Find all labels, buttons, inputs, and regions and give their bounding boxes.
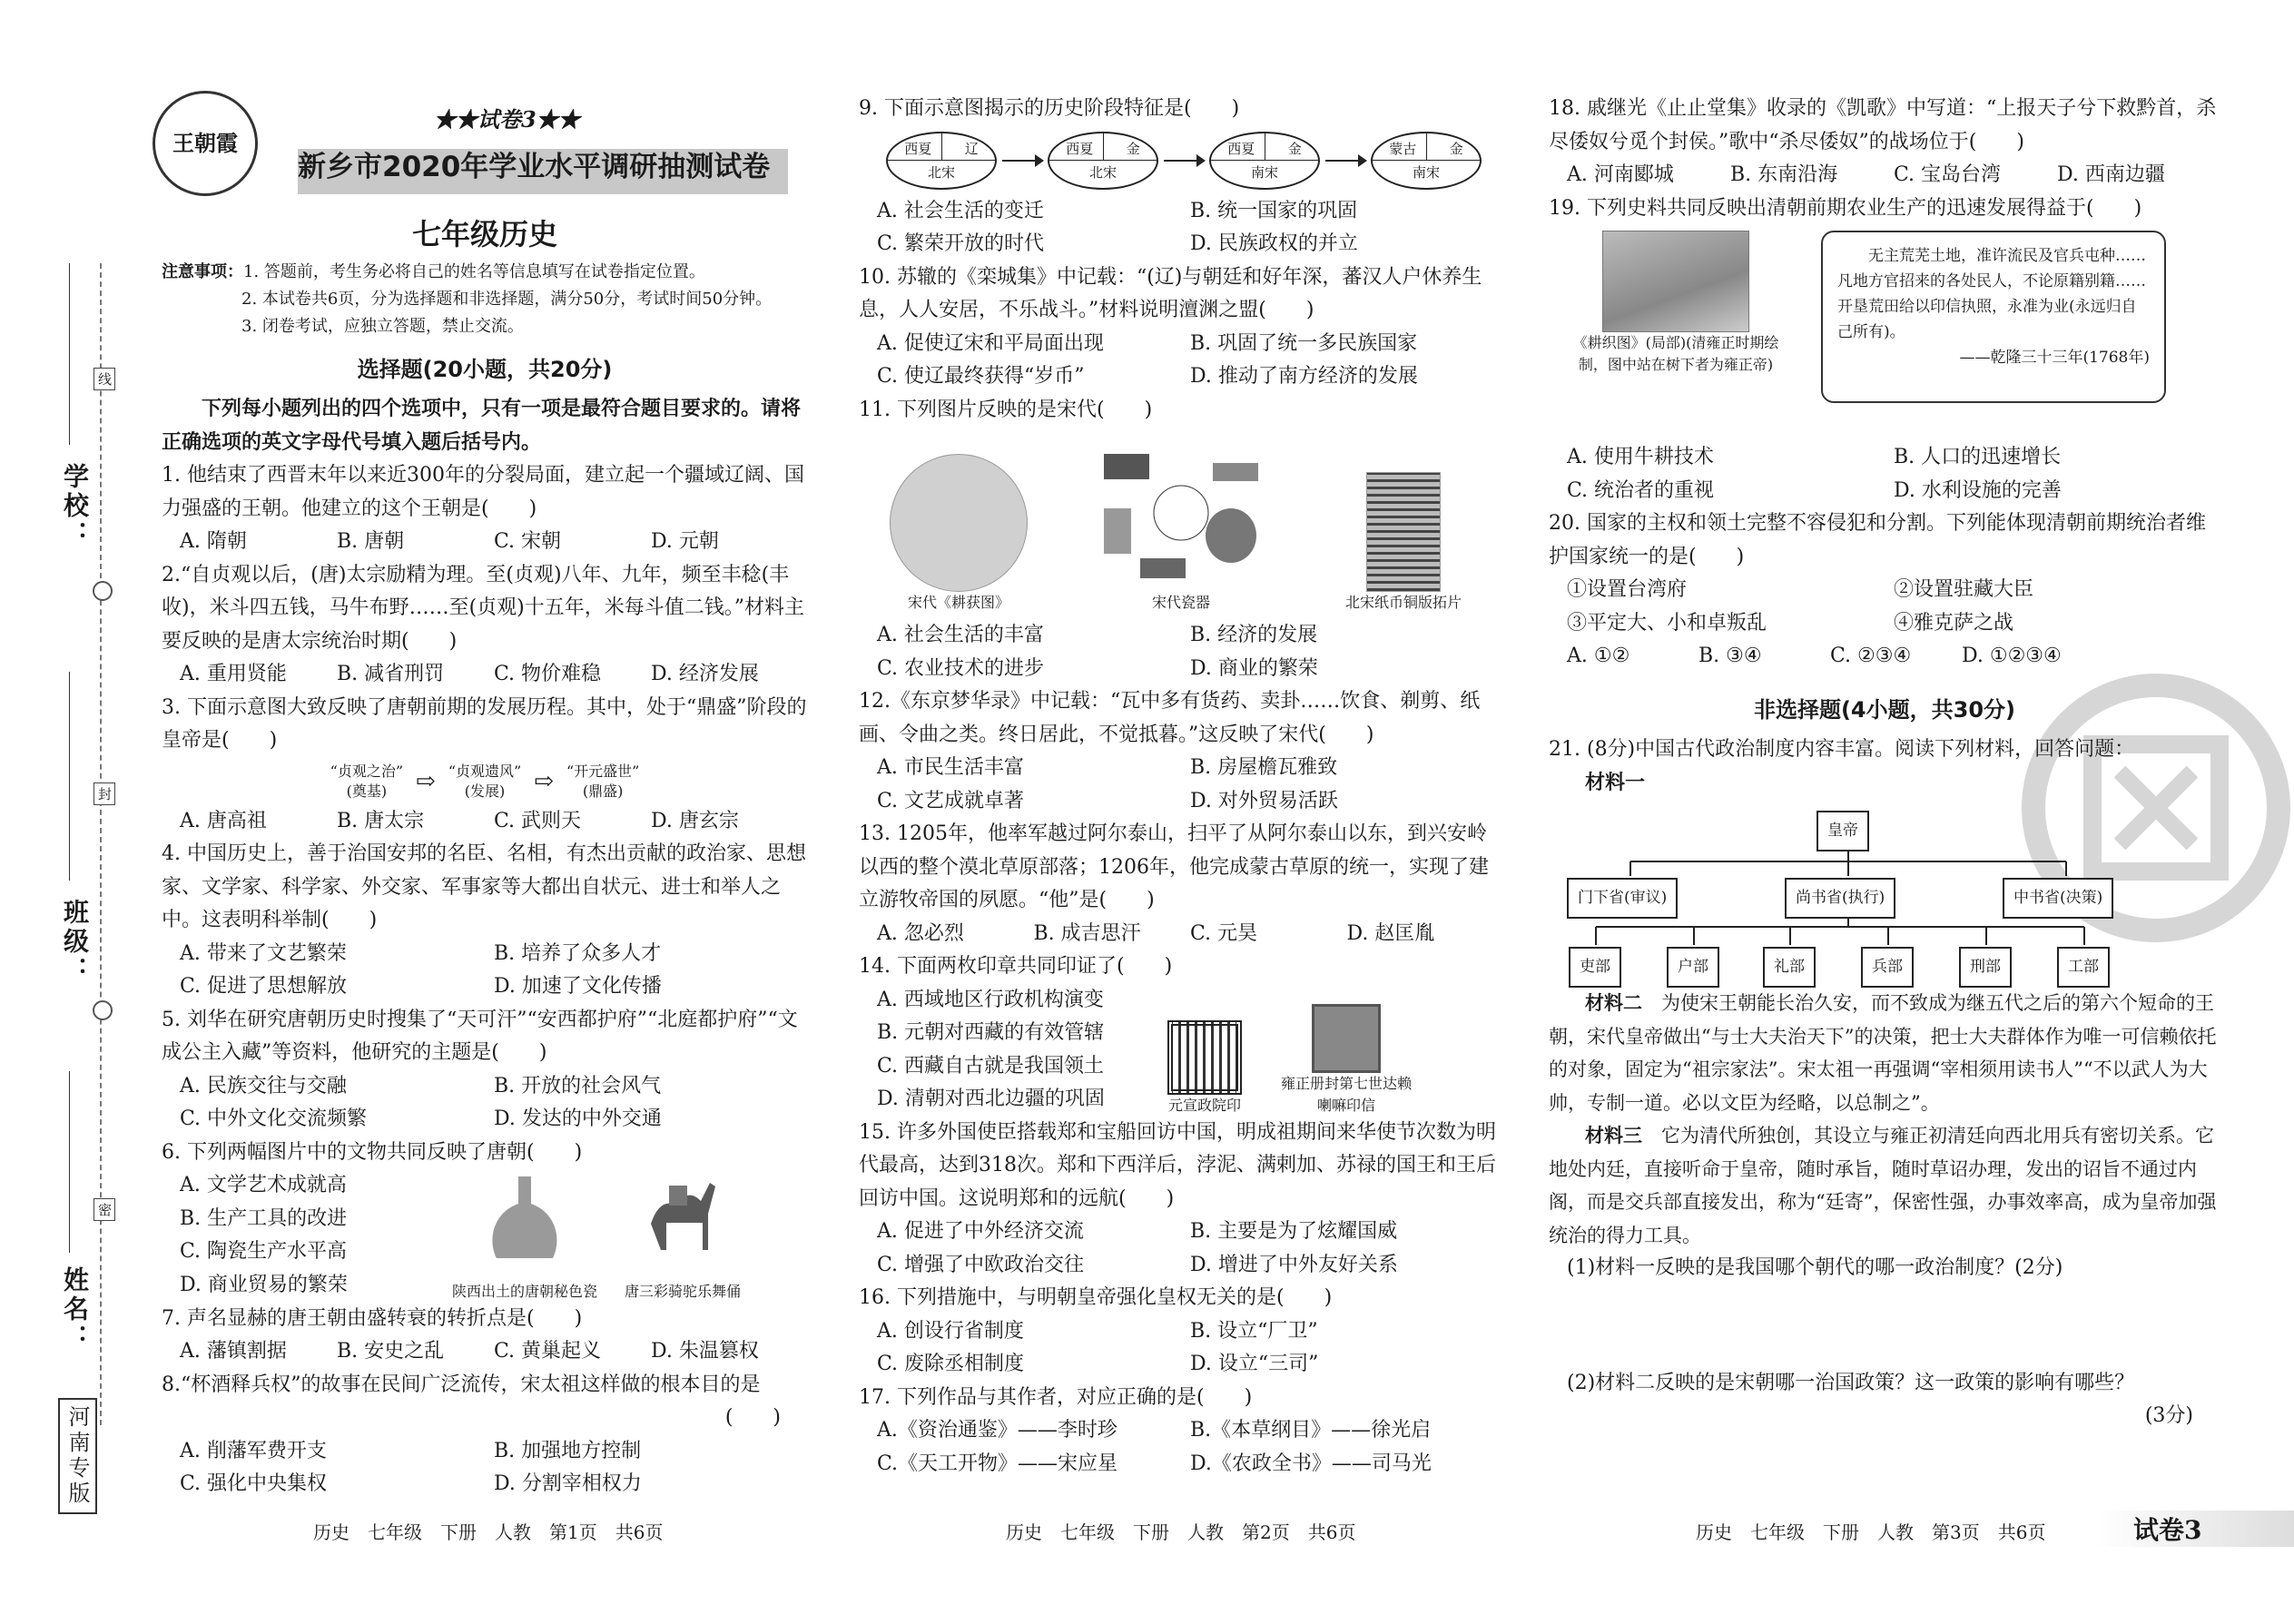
artifact: 陕西出土的唐朝秘色瓷 (452, 1169, 597, 1303)
option[interactable]: B. 经济的发展 (1190, 624, 1318, 646)
option[interactable]: A. 带来了文艺繁荣 (180, 941, 347, 965)
arrow-right-icon (1002, 160, 1042, 162)
ministry-box: 刑部 (1959, 947, 2012, 988)
column-2 (859, 93, 1503, 1481)
ministry-box: 工部 (2057, 947, 2110, 988)
footer-page-1: 历史 七年级 下册 人教 第1页 共6页 (313, 1521, 664, 1543)
option[interactable]: C. 增强了中欧政治交往 (877, 1253, 1085, 1276)
option[interactable]: C. 促进了思想解放 (180, 975, 348, 998)
stage: “贞观遗风” (发展) (448, 762, 522, 800)
option[interactable]: B. 减省刑罚 (337, 663, 445, 685)
option[interactable]: C. 黄巢起义 (494, 1340, 602, 1363)
option[interactable]: D. 清朝对西北边疆的巩固 (877, 1088, 1105, 1110)
option[interactable]: B. 生产工具的改进 (180, 1206, 348, 1230)
option[interactable]: C. 文艺成就卓著 (877, 789, 1025, 812)
figure: 元宣政院印 (1167, 1020, 1242, 1117)
option[interactable]: D. 元朝 (651, 530, 719, 553)
option[interactable]: A. 藩镇割据 (180, 1340, 287, 1363)
option[interactable]: C. 陶瓷生产水平高 (180, 1240, 348, 1263)
footer-exam-tag: 试卷3 (2133, 1515, 2202, 1545)
subquestion-1: (1)材料一反映的是我国哪个朝代的哪一政治制度？(2分) (1567, 1256, 2063, 1279)
option[interactable]: D. 民族政权的并立 (1190, 232, 1358, 255)
option[interactable]: A. 民族交往与交融 (180, 1074, 347, 1097)
item: ①设置台湾府 (1567, 578, 1688, 601)
question-12 (859, 685, 1503, 818)
option[interactable]: C. 宋朝 (494, 530, 562, 553)
emperor-box: 皇帝 (1816, 811, 1869, 851)
stage: “开元盛世” (鼎盛) (566, 762, 640, 800)
question-text: 13. 1205年，他率军越过阿尔泰山，扫平了从阿尔泰山以东，到兴安岭以西的整个漠北草原部落；1206年，他完成蒙古草原的统一，实现了建立游牧帝国的夙愿。“他”是( ) (859, 822, 1489, 911)
option[interactable]: D. 对外贸易活跃 (1190, 789, 1338, 812)
option[interactable]: B. 统一国家的巩固 (1190, 199, 1358, 222)
arrow-right-icon (1164, 160, 1204, 162)
ministry-box: 吏部 (1569, 947, 1621, 988)
option[interactable]: A. 忽必烈 (877, 921, 964, 945)
question-9 (859, 93, 1503, 261)
option[interactable]: C. 中外文化交流频繁 (180, 1107, 368, 1130)
option[interactable]: D. 发达的中外交通 (494, 1107, 662, 1130)
question-text: 3. 下面示意图大致反映了唐朝前期的发展历程。其中，处于“鼎盛”阶段的皇帝是( ) (162, 695, 807, 752)
figure: 雍正册封第七世达赖喇嘛印信 (1278, 1004, 1414, 1117)
option[interactable]: C. 武则天 (494, 809, 582, 832)
question-7 (162, 1303, 808, 1369)
option[interactable]: D. 推动了南方经济的发展 (1190, 365, 1418, 388)
option[interactable]: A. 文学艺术成就高 (180, 1174, 347, 1196)
option[interactable]: C. ②③④ (1830, 645, 1912, 667)
regime-circle: 西夏 金 南宋 (1209, 132, 1320, 190)
question-text: 10. 苏辙的《栾城集》中记载：“(辽)与朝廷和好年深，蕃汉人户休养生息，人人安居，不乐战斗。”材料说明澶渊之盟( ) (859, 265, 1482, 321)
question-21 (1549, 733, 2220, 1433)
name-label: 姓名： (60, 1266, 90, 1353)
question-6 (162, 1137, 808, 1303)
question-text: 6. 下列两幅图片中的文物共同反映了唐朝( ) (162, 1140, 583, 1164)
option[interactable]: C. 繁荣开放的时代 (877, 232, 1045, 255)
option[interactable]: D. 水利设施的完善 (1894, 478, 2062, 502)
option[interactable]: D. 朱温篡权 (651, 1340, 759, 1363)
porcelain-set-icon (1095, 445, 1267, 581)
question-text: 7. 声名显赫的唐王朝由盛转衰的转折点是( ) (162, 1306, 583, 1330)
question-8 (162, 1369, 808, 1501)
question-text: 20. 国家的主权和领土完整不容侵犯和分割。下列能体现清朝前期统治者维护国家统一的是( ) (1549, 512, 2206, 568)
option[interactable]: D. 加速了文化传播 (494, 975, 662, 998)
option[interactable]: B. 设立“厂卫” (1190, 1319, 1318, 1343)
brand-logo: 王朝霞 (153, 91, 258, 196)
question-4 (162, 838, 808, 1004)
material-2: 材料二 为使宋王朝能长治久安，而不致成为继五代之后的第六个短命的王朝，宋代皇帝做出“与士大夫治天下”的决策，把士大夫群体作为唯一可信赖依托的对象，固定为“祖宗家法”。宋太祖一再强调“宰相须用读书人”“不以武人为大帅，专制一道。必以文臣为经略，以总制之”。 (1549, 992, 2217, 1114)
question-text: 16. 下列措施中，与明朝皇帝强化皇权无关的是( ) (859, 1286, 1333, 1309)
item: ④雅克萨之战 (1894, 611, 2014, 635)
banknote-rubbing-image (1366, 472, 1441, 592)
arrow-right-icon (1325, 160, 1365, 162)
question-text: 21. (8分)中国古代政治制度内容丰富。阅读下列材料，回答问题： (1549, 738, 2135, 761)
material-1-label: 材料一 (1585, 771, 1646, 794)
dense-mark: 密 (94, 1198, 115, 1221)
zhongshu-box: 中书省(决策) (2003, 878, 2113, 919)
option[interactable]: A. 市民生活丰富 (877, 756, 1024, 779)
option[interactable]: C. 使辽最终获得“岁币” (877, 365, 1085, 388)
option[interactable]: D. 增进了中外友好关系 (1190, 1253, 1398, 1276)
tang-artifacts (452, 1169, 741, 1303)
question-text: 19. 下列史料共同反映出清朝前期农业生产的迅速发展得益于( ) (1549, 196, 2142, 220)
option[interactable]: B. 元朝对西藏的有效管辖 (877, 1021, 1105, 1044)
qing-seal-image (1312, 1004, 1381, 1073)
footer-page-3: 历史 七年级 下册 人教 第3页 共6页 (1696, 1521, 2046, 1543)
shangshu-box: 尚书省(执行) (1785, 878, 1895, 919)
option[interactable]: B. 唐太宗 (337, 809, 425, 832)
artifact: 唐三彩骑驼乐舞俑 (625, 1169, 741, 1303)
option[interactable]: A. 社会生活的丰富 (877, 624, 1044, 646)
option[interactable]: B. 东南沿海 (1730, 163, 1838, 186)
option[interactable]: A. 使用牛耕技术 (1567, 446, 1714, 468)
figure: 北宋纸币铜版拓片 (1313, 472, 1494, 614)
arrow-right-icon: ⇨ (534, 767, 554, 795)
region-badge: 河南专版 (58, 1398, 97, 1514)
option[interactable]: D. 经济发展 (651, 663, 759, 685)
column-1 (162, 91, 808, 1501)
option[interactable]: C.《天工开物》——宋应星 (877, 1452, 1118, 1475)
header (162, 91, 808, 227)
figure: 宋代瓷器 (1081, 445, 1281, 615)
question-13 (859, 818, 1503, 950)
option[interactable]: A. 唐高祖 (180, 809, 267, 832)
camel-figurine-icon (633, 1169, 733, 1269)
option[interactable]: A. 西域地区行政机构演变 (877, 988, 1104, 1011)
option[interactable]: C. 宝岛台湾 (1894, 163, 2002, 186)
question-11 (859, 394, 1503, 686)
option[interactable]: C. 西藏自古就是我国领土 (877, 1054, 1105, 1078)
option[interactable]: A. 创设行省制度 (877, 1319, 1024, 1343)
seal-mark: 封 (94, 782, 115, 805)
question-18 (1549, 93, 2220, 192)
notes (162, 259, 808, 340)
dynasty-diagram (859, 126, 1503, 195)
answer-space-1[interactable] (1549, 1285, 2220, 1367)
option[interactable]: B. 开放的社会风气 (494, 1074, 662, 1097)
question-text: 18. 戚继光《止止堂集》收录的《凯歌》中写道：“上报天子兮下救黔首，杀尽倭奴兮觅个封侯。”歌中“杀尽倭奴”的战场位于( ) (1549, 97, 2217, 153)
option[interactable]: A. 促进了中外经济交流 (877, 1220, 1084, 1243)
question-19 (1549, 192, 2220, 508)
question-1 (162, 459, 808, 559)
option[interactable]: B. 唐朝 (337, 530, 405, 553)
question-text: 5. 刘华在研究唐朝历史时搜集了“天可汗”“安西都护府”“北庭都护府”“文成公主入藏”等资料，他研究的主题是( ) (162, 1008, 798, 1064)
porcelain-vase-icon (475, 1169, 575, 1269)
option[interactable]: A.《资治通鉴》——李时珍 (877, 1419, 1117, 1442)
question-14 (859, 950, 1503, 1117)
option[interactable]: D. 西南边疆 (2057, 163, 2165, 186)
regime-circle: 西夏 金 北宋 (1048, 132, 1158, 190)
question-text: 15. 许多外国使臣搭载郑和宝船回访中国，明成祖期间来华使节次数为明代最高，达到318次。郑和下西洋后，浡泥、满剌加、苏禄的国王和王后回访中国。这说明郑和的远航( ) (859, 1120, 1496, 1210)
binding-line (100, 263, 102, 1425)
question-text: 8.“杯酒释兵权”的故事在民间广泛流传，宋太祖这样做的根本目的是 (162, 1373, 761, 1396)
yuan-seal-image (1167, 1020, 1242, 1095)
section2-title: 非选择题(4小题，共30分) (1753, 696, 2016, 723)
question-16 (859, 1282, 1503, 1382)
ministry-box: 兵部 (1861, 947, 1914, 988)
answer-bracket[interactable]: ( ) (724, 1406, 781, 1429)
ministry-box: 户部 (1667, 947, 1719, 988)
exam-title: 新乡市2020年学业水平调研抽测试卷 (298, 151, 771, 183)
item: ③平定大、小和卓叛乱 (1567, 611, 1767, 635)
option[interactable]: A. 促使辽宋和平局面出现 (877, 331, 1104, 355)
question-10 (859, 261, 1503, 394)
question-text: 12.《东京梦华录》中记载：“瓦中多有货药、卖卦……饮食、剃剪、纸画、令曲之类。终日居此，不觉抵暮。”这反映了宋代( ) (859, 690, 1481, 746)
option[interactable]: A. 削藩军费开支 (180, 1439, 327, 1462)
option[interactable]: D. 唐玄宗 (651, 809, 739, 832)
question-text: 2.“自贞观以后，(唐)太宗励精为理。至(贞观)八年、九年，频至丰稔(丰收)，米斗四五钱，马牛布野……至(贞观)十五年，米每斗值二钱。”材料主要反映的是唐太宗统治时期( ) (162, 563, 804, 653)
three-departments-chart (1549, 800, 2220, 987)
option[interactable]: B. 巩固了统一多民族国家 (1190, 331, 1418, 355)
option[interactable]: A. 河南郾城 (1567, 163, 1674, 186)
option[interactable]: C. 统治者的重视 (1567, 478, 1715, 502)
option[interactable]: C. 废除丞相制度 (877, 1353, 1025, 1375)
question-text: 1. 他结束了西晋末年以来近300年的分裂局面，建立起一个疆域辽阔、国力强盛的王朝。他建立的这个王朝是( ) (162, 464, 804, 520)
regime-circle: 蒙古 金 南宋 (1371, 132, 1482, 190)
class-label: 班级： (60, 899, 90, 986)
school-line[interactable] (69, 263, 70, 445)
figure: 宋代《耕获图》 (868, 454, 1049, 614)
harvest-painting-image (890, 454, 1028, 592)
note-2: 2. 本试卷共6页，分为选择题和非选择题，满分50分，考试时间50分钟。 (241, 289, 773, 309)
option[interactable]: D. ①②③④ (1962, 645, 2062, 667)
option[interactable]: A. 重用贤能 (180, 663, 287, 685)
option[interactable]: B. 主要是为了炫耀国威 (1190, 1220, 1398, 1243)
question-text: 14. 下面两枚印章共同印证了( ) (859, 955, 1173, 978)
option[interactable]: D. 商业的繁荣 (1190, 656, 1318, 680)
farming-painting-image (1602, 231, 1749, 332)
section1-title: 选择题(20小题，共20分) (357, 356, 613, 382)
question-text: 11. 下列图片反映的是宋代( ) (859, 398, 1153, 421)
name-line[interactable] (69, 1071, 70, 1253)
question-text: 9. 下面示意图揭示的历史阶段特征是( ) (859, 97, 1240, 120)
option[interactable]: D. 分割宰相权力 (494, 1472, 642, 1495)
menxia-box: 门下省(审议) (1567, 878, 1678, 919)
item: ②设置驻藏大臣 (1894, 578, 2034, 601)
question-2 (162, 559, 808, 692)
option[interactable]: D.《农政全书》——司马光 (1190, 1452, 1432, 1475)
option[interactable]: B. 培养了众多人才 (494, 941, 662, 965)
seal-images (1167, 984, 1414, 1117)
subquestion-2: (2)材料二反映的是宋朝哪一治国政策？这一政策的影响有哪些？ (1567, 1371, 2135, 1394)
qianlong-edict-box: 无主荒芜土地，准许流民及官兵屯种……凡地方官招来的各处民人，不论原籍别籍……开垦荒田给以印信执照，永准为业(永远归自己所有)。 ——乾隆三十三年(1768年) (1821, 231, 2166, 403)
option[interactable]: C. 农业技术的进步 (877, 656, 1045, 680)
series-label: ★★试卷3★★ (434, 106, 580, 133)
option[interactable]: D. 赵匡胤 (1346, 921, 1435, 945)
q19-materials (1549, 225, 2220, 441)
option[interactable]: A. 社会生活的变迁 (877, 199, 1044, 222)
option[interactable]: B. 人口的迅速增长 (1894, 446, 2062, 468)
binding-hole (93, 581, 113, 601)
school-label: 学校： (60, 463, 90, 550)
binding-hole (93, 1000, 113, 1020)
stage: “贞观之治” (奠基) (330, 762, 404, 800)
regime-circle: 西夏 辽 北宋 (886, 132, 997, 190)
question-3 (162, 692, 808, 839)
note-1: 1. 答题前，考生务必将自己的姓名等信息填写在试卷指定位置。 (243, 261, 705, 281)
subquestion-2-score: (3分) (2144, 1404, 2193, 1427)
question-text: 4. 中国历史上，善于治国安邦的名臣、名相，有杰出贡献的政治家、思想家、文学家、科学家、外交家、军事家等大都出自状元、进士和举人之中。这表明科举制( ) (162, 842, 806, 931)
option[interactable]: B. 房屋檐瓦雅致 (1190, 756, 1338, 779)
tang-stages-diagram (162, 758, 808, 805)
option[interactable]: C. 物价难稳 (494, 663, 602, 685)
option[interactable]: B. 成吉思汗 (1033, 921, 1141, 945)
note-3: 3. 闭卷考试，应独立答题，禁止交流。 (241, 316, 524, 336)
option[interactable]: D. 设立“三司” (1190, 1353, 1319, 1375)
class-line[interactable] (69, 672, 70, 881)
song-images (859, 427, 1503, 619)
question-20 (1549, 507, 2220, 674)
subject-title: 七年级历史 (411, 217, 557, 251)
arrow-right-icon: ⇨ (416, 767, 436, 795)
column-3 (1549, 93, 2220, 1433)
figure: 《耕织图》(局部)(清雍正时期绘制，图中站在树下者为雍正帝) (1567, 231, 1785, 441)
footer-page-2: 历史 七年级 下册 人教 第2页 共6页 (1006, 1521, 1356, 1543)
line-mark: 线 (94, 368, 115, 390)
material-3: 材料三 它为清代所独创，其设立与雍正初清廷向西北用兵有密切关系。它地处内廷，直接听命于皇帝，随时承旨，随时草诏办理，发出的诏旨不通过内阁，而是交兵部直接发出，称为“廷寄”，保密性强，办事效率高，成为皇帝加强统治的得力工具。 (1549, 1125, 2217, 1246)
option[interactable]: B. 加强地方控制 (494, 1439, 642, 1462)
section1-instruction: 下列每小题列出的四个选项中，只有一项是最符合题目要求的。请将正确选项的英文字母代号填入题后括号内。 (162, 398, 802, 454)
option[interactable]: D. 商业贸易的繁荣 (180, 1273, 348, 1296)
ministry-box: 礼部 (1763, 947, 1816, 988)
question-15 (859, 1117, 1503, 1283)
option[interactable]: B. ③④ (1698, 645, 1762, 667)
option[interactable]: C. 元昊 (1190, 921, 1258, 945)
question-text: 17. 下列作品与其作者，对应正确的是( ) (859, 1385, 1253, 1409)
option[interactable]: C. 强化中央集权 (180, 1472, 328, 1495)
option[interactable]: A. 隋朝 (180, 530, 247, 553)
question-17 (859, 1382, 1503, 1481)
option[interactable]: A. ①② (1567, 645, 1630, 667)
option[interactable]: B.《本草纲目》——徐光启 (1190, 1419, 1432, 1442)
option[interactable]: B. 安史之乱 (337, 1340, 445, 1363)
question-5 (162, 1004, 808, 1137)
notes-label: 注意事项： (162, 261, 243, 281)
